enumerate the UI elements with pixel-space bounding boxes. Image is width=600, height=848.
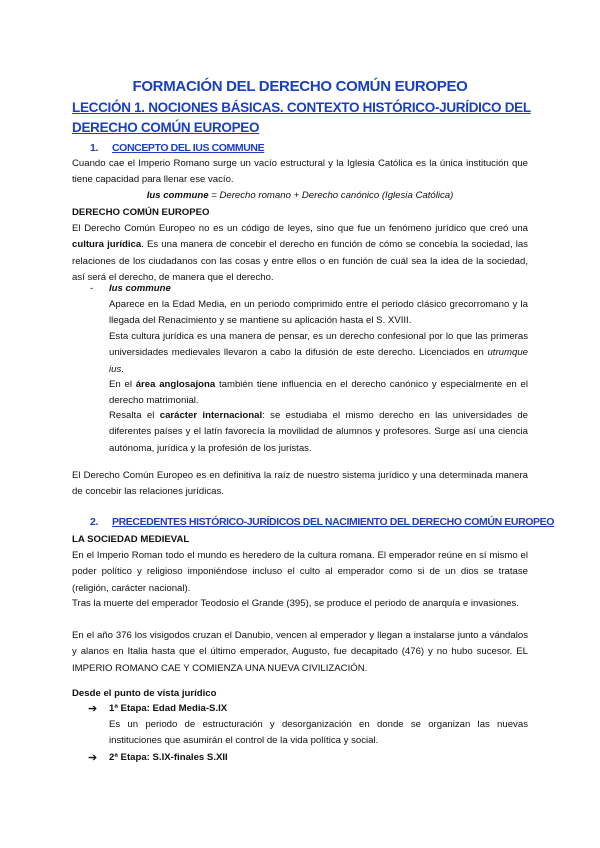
bullet-marker: - bbox=[90, 283, 94, 294]
section-1-number: 1. bbox=[90, 142, 98, 154]
bullet-paragraph-4 bbox=[109, 408, 528, 457]
para1-text-c: . Es una manera de concebir el derecho en función de cómo se concebía la sociedad, las relaciones de los ciudadanos con las cosas y entre ellos o en función de cuál sea la idea de la sociedad, así será el derecho, de manera que el derecho. bbox=[72, 239, 528, 283]
bullet-label: Ius commune bbox=[109, 283, 171, 294]
sociedad-medieval-heading: LA SOCIEDAD MEDIEVAL bbox=[72, 534, 190, 545]
bullet-paragraph-3 bbox=[109, 377, 528, 410]
section-1-conclusion: El Derecho Común Europeo es en definitiva la raíz de nuestro sistema jurídico y una determinada manera de concebir las relaciones jurídicas. bbox=[72, 470, 528, 498]
section-2-paragraph-3: En el año 376 los visigodos cruzan el Danubio, vencen al emperador y llegan a instalarse junto a vándalos y alanos en Italia hasta que el último emperador, Augusto, fue decapitado (476) y no hubo sucesor. EL IMPERIO ROMANO CAE Y COMIENZA UNA NUEVA CIVILIZACIÓN. bbox=[72, 630, 528, 674]
b4-text-c: : se estudiaba el mismo derecho en las universidades de diferentes países y el latín favorecía la movilidad de alumnos y profesores. Surge así una ciencia autónoma, jurídica y la profesión de los juristas. bbox=[109, 410, 529, 454]
formula-term: Ius commune bbox=[146, 190, 209, 201]
para1-text-bold: cultura jurídica bbox=[72, 239, 142, 251]
b4-text-bold: carácter internacional bbox=[159, 410, 263, 421]
document-title: FORMACIÓN DEL DERECHO COMÚN EUROPEO bbox=[132, 78, 468, 95]
b3-text-c: también tiene influencia en el derecho canónico y especialmente en el derecho matrimonial. bbox=[109, 379, 528, 407]
lesson-heading: LECCIÓN 1. NOCIONES BÁSICAS. CONTEXTO HISTÓRICO-JURÍDICO DEL DERECHO COMÚN EUROPEO bbox=[72, 100, 531, 135]
stage-1-text: Es un periodo de estructuración y desorganización en donde se organizan las nuevas instituciones que asumirán el control de la vida política y social. bbox=[109, 719, 528, 747]
b3-text-a: En el bbox=[109, 379, 136, 390]
section-2-title: PRECEDENTES HISTÓRICO-JURÍDICOS DEL NACIMIENTO DEL DERECHO COMÚN EUROPEO bbox=[112, 516, 554, 528]
section-2-paragraph-2: Tras la muerte del emperador Teodosio el Grande (395), se produce el periodo de anarquía e invasiones. bbox=[72, 598, 519, 609]
stage-1-label: 1ª Etapa: Edad Media-S.IX bbox=[109, 703, 228, 714]
formula-definition: = Derecho romano + Derecho canónico (Iglesia Católica) bbox=[208, 190, 454, 201]
b4-text-a: Resalta el bbox=[109, 410, 160, 421]
bullet-paragraph-2 bbox=[109, 329, 528, 378]
section-1-title: CONCEPTO DEL IUS COMMUNE bbox=[112, 142, 265, 154]
stage-2-label: 2ª Etapa: S.IX-finales S.XII bbox=[109, 752, 228, 763]
b3-text-bold: área anglosajona bbox=[135, 379, 216, 390]
arrow-icon: ➔ bbox=[88, 752, 98, 764]
b2-text-italic: utrumque ius bbox=[109, 347, 528, 375]
juridico-heading: Desde el punto de vista jurídico bbox=[72, 688, 217, 699]
b2-text-c: . bbox=[121, 363, 124, 375]
section-2-number: 2. bbox=[90, 516, 98, 528]
derecho-comun-heading: DERECHO COMÚN EUROPEO bbox=[72, 207, 210, 218]
section-2-paragraph-1: En el Imperio Roman todo el mundo es heredero de la cultura romana. El emperador reúne en sí mismo el poder político y religioso imponiéndose incluso el culto al emperador como si de un dios se tratase (religión, carácter nacional). bbox=[72, 550, 528, 594]
section-2-heading bbox=[90, 516, 554, 528]
para1-text-a: El Derecho Común Europeo no es un código de leyes, sino que fue un fenómeno jurídico que creó una bbox=[72, 223, 528, 234]
b2-text-a: Esta cultura jurídica es una manera de pensar, es un derecho confesional por lo que las primeras universidades medievales llevaron a cabo la difusión de este derecho. Licenciados en bbox=[109, 331, 528, 359]
section-1-heading bbox=[90, 142, 264, 154]
section-1-intro: Cuando cae el Imperio Romano surge un vacío estructural y la Iglesia Católica es la única institución que tiene capacidad para llenar ese vacío. bbox=[72, 158, 528, 186]
bullet-paragraph-1: Aparece en la Edad Media, en un periodo comprimido entre el periodo clásico grecorromano y la llegada del Renacimiento y se mantiene su aplicación hasta el S. XVIII. bbox=[109, 299, 528, 327]
derecho-comun-paragraph bbox=[72, 221, 528, 286]
arrow-icon: ➔ bbox=[88, 703, 98, 715]
ius-commune-formula bbox=[72, 188, 528, 204]
